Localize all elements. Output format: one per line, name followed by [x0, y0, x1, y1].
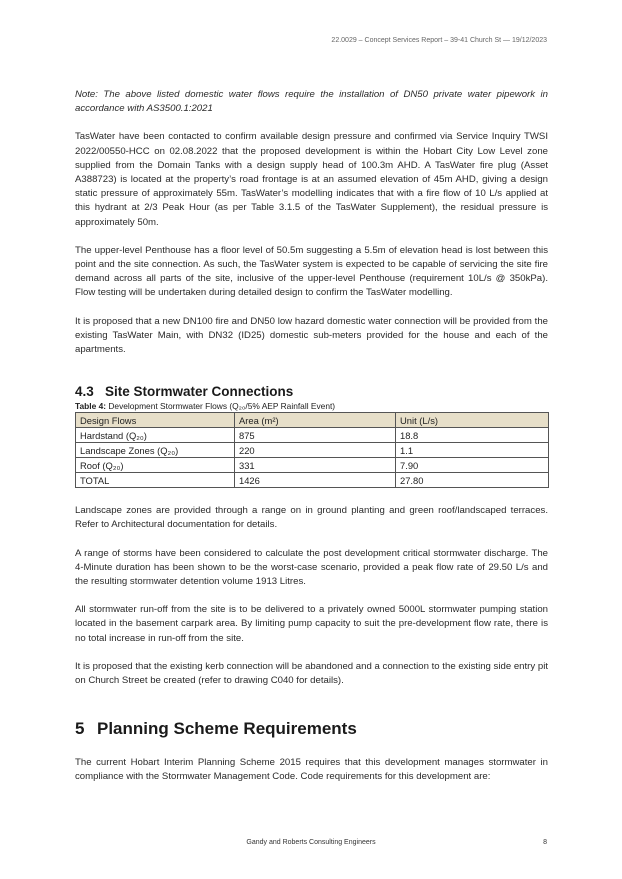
paragraph-kerb-connection: It is proposed that the existing kerb connection will be abandoned and a connection to the existing side entry pit on Church Street be created (refer to drawing C040 for details).	[75, 660, 548, 687]
table-cell: 1426	[235, 473, 396, 488]
paragraph-penthouse: The upper-level Penthouse has a floor level of 50.5m suggesting a 5.5m of elevation head is lost between this point and the site connection. As such, the TasWater system is expected to be capable of servicing the site fire demand across all parts of the site, inclusive of the upper-level Penthouse (requirement 10L/s @ 350kPa). Flow testing will be undertaken during detailed design to confirm the TasWater modelling.	[75, 244, 548, 299]
table-cell: 27.80	[396, 473, 549, 488]
table-header-cell: Area (m²)	[235, 413, 396, 428]
running-header: 22.0029 – Concept Services Report – 39-41 Church St — 19/12/2023	[331, 37, 547, 44]
table-cell: Hardstand (Q₂₀)	[76, 428, 235, 443]
table-cell: Roof (Q₂₀)	[76, 458, 235, 473]
table-header-cell: Unit (L/s)	[396, 413, 549, 428]
section-number: 4.3	[75, 384, 94, 400]
section-title: Planning Scheme Requirements	[97, 719, 357, 739]
table-cell: TOTAL	[76, 473, 235, 488]
footer-company: Gandy and Roberts Consulting Engineers	[246, 839, 376, 846]
table-cell: 1.1	[396, 443, 549, 458]
paragraph-landscape: Landscape zones are provided through a range on in ground planting and green roof/landscaped terraces. Refer to Architectural documentation for details.	[75, 505, 548, 531]
section-heading-4-3	[75, 384, 548, 399]
section-title: Site Stormwater Connections	[105, 384, 294, 400]
table-caption	[75, 401, 548, 411]
table-cell: Landscape Zones (Q₂₀)	[76, 443, 235, 458]
table-cell: 331	[235, 458, 396, 473]
table-row	[76, 428, 549, 443]
paragraph-pumping-station: All stormwater run-off from the site is to be delivered to a privately owned 5000L stormwater pumping station located in the basement carpark area. By limiting pump capacity to suit the pre-development flow rate, there is no total increase in run-off from the site.	[75, 604, 548, 644]
table-cell: 220	[235, 443, 396, 458]
table-header-cell: Design Flows	[76, 413, 235, 428]
table-cell: 18.8	[396, 428, 549, 443]
table-cell: 875	[235, 428, 396, 443]
table-caption-label: Table 4:	[75, 401, 107, 412]
paragraph-planning-scheme: The current Hobart Interim Planning Scheme 2015 requires that this development manages stormwater in compliance with the Stormwater Management Code. Code requirements for this development are:	[75, 757, 548, 783]
table-row	[76, 473, 549, 488]
table-row	[76, 443, 549, 458]
table-caption-text: Development Stormwater Flows (Q₂₀/5% AEP Rainfall Event)	[106, 401, 336, 412]
paragraph-design-pressure: TasWater have been contacted to confirm available design pressure and confirmed via Service Inquiry TWSI 2022/00550-HCC on 02.08.2022 that the proposed development is within the Hobart City Low Level zone supplied from the Domain Tanks with a design supply head of 100.3m AHD. A TasWater fire plug (Asset A388723) is located at the property’s road frontage is at an assumed elevation of 45m AHD, giving a design static pressure of approximately 55m. TasWater’s modelling indicates that with a fire flow of 10 L/s applied at this hydrant at 2/3 Peak Hour (as per Table 3.1.5 of the TasWater Supplement), the residual pressure is approximately 50m.	[75, 131, 548, 228]
section-number: 5	[75, 719, 85, 739]
table-row	[76, 458, 549, 473]
paragraph-storms: A range of storms have been considered to calculate the post development critical stormwater discharge. The 4-Minute duration has been shown to be the worst-case scenario, provided a peak flow rate of 29.50 L/s and the resulting stormwater detention volume 1913 Litres.	[75, 547, 548, 588]
table-header-row	[76, 413, 549, 428]
page-number: 8	[543, 839, 547, 846]
paragraph-connection: It is proposed that a new DN100 fire and DN50 low hazard domestic water connection will be provided from the existing TasWater Main, with DN32 (ID25) domestic sub-meters provided for the house and each of the apartments.	[75, 315, 548, 356]
water-flow-note: Note: The above listed domestic water flows require the installation of DN50 private water pipework in accordance with AS3500.1:2021	[75, 89, 548, 115]
page-content	[75, 88, 548, 799]
section-heading-5	[75, 719, 548, 739]
table-cell: 7.90	[396, 458, 549, 473]
stormwater-flows-table	[75, 412, 549, 488]
